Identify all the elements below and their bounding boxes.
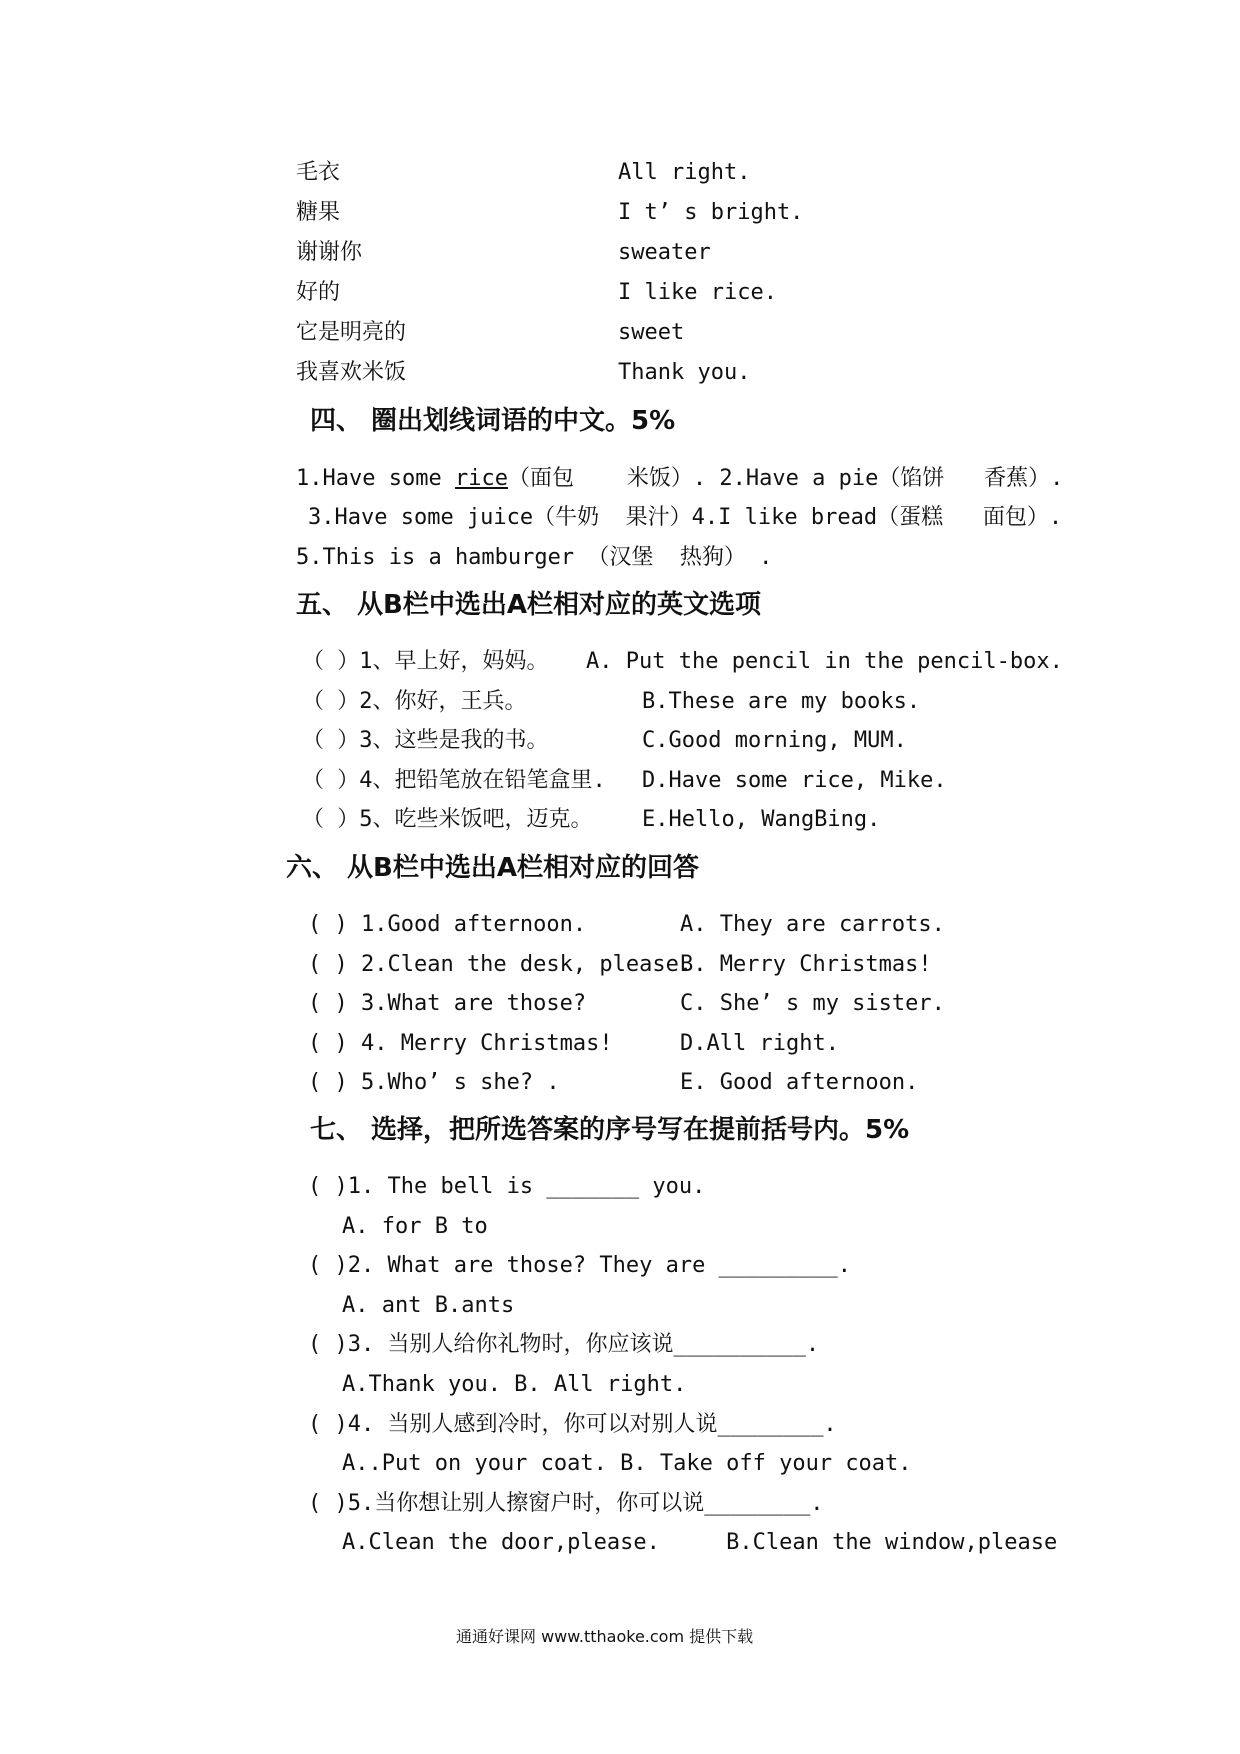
section-7-question: ( )3. 当别人给你礼物时，你应该说__________. [308, 1332, 820, 1357]
match-cn-1: 毛衣 [296, 160, 341, 185]
section-5-row-b: E.Hello, WangBing. [642, 807, 881, 832]
match-cn-5: 它是明亮的 [296, 320, 407, 345]
match-en-1: All right. [618, 160, 751, 185]
section-7-options: A.Clean the door,please. B.Clean the window,please [342, 1530, 1058, 1555]
section-5-row-a: （ ）3、这些是我的书。 [302, 728, 549, 753]
section-6-row-b: E. Good afternoon. [680, 1070, 919, 1095]
line-1-rest: （面包 米饭）. 2.Have a pie（馅饼 香蕉）. [507, 466, 1064, 491]
section-5-row-a: （ ）2、你好，王兵。 [302, 689, 527, 714]
match-en-5: sweet [618, 320, 685, 345]
section-4-line-2: 3.Have some juice（牛奶 果汁）4.I like bread（蛋糕 面包）. [308, 505, 1063, 530]
match-cn-3: 谢谢你 [296, 240, 363, 265]
match-cn-6: 我喜欢米饭 [296, 360, 407, 385]
section-5-title: 五、 从B栏中选出A栏相对应的英文选项 [296, 590, 761, 620]
section-4-line-3: 5.This is a hamburger （汉堡 热狗） . [296, 545, 773, 570]
section-5-row-a: （ ）4、把铅笔放在铅笔盒里. [302, 768, 606, 793]
section-6-row-b: B. Merry Christmas! [680, 952, 932, 977]
section-4-line-1 [296, 464, 1063, 494]
section-7-title: 七、 选择，把所选答案的序号写在提前括号内。5% [310, 1115, 910, 1145]
section-6-row-a: ( ) 3.What are those? [308, 991, 587, 1016]
section-6-row-b: C. She’ s my sister. [680, 991, 945, 1016]
match-cn-2: 糖果 [296, 200, 341, 225]
underlined-word: rice [454, 466, 508, 491]
page-footer: 通通好课网 www.tthaoke.com 提供下载 [456, 1627, 754, 1646]
section-5-row-b: D.Have some rice, Mike. [642, 768, 947, 793]
section-6-title: 六、 从B栏中选出A栏相对应的回答 [286, 853, 699, 883]
section-5-row-b: A. Put the pencil in the pencil-box. [586, 649, 1063, 674]
section-5-row-a: （ ）1、早上好，妈妈。 [302, 649, 549, 674]
section-5-row-a: （ ）5、吃些米饭吧，迈克。 [302, 807, 593, 832]
section-4-title: 四、 圈出划线词语的中文。5% [310, 406, 676, 436]
match-cn-4: 好的 [296, 280, 341, 305]
section-6-row-b: A. They are carrots. [680, 912, 945, 937]
section-7-question: ( )2. What are those? They are _________. [308, 1253, 852, 1278]
section-6-row-a: ( ) 5.Who’ s she? . [308, 1070, 560, 1095]
section-5-row-b: B.These are my books. [642, 689, 921, 714]
section-5-row-b: C.Good morning, MUM. [642, 728, 907, 753]
match-en-4: I like rice. [618, 280, 777, 305]
section-7-question: ( )1. The bell is _______ you. [308, 1174, 706, 1199]
section-7-question: ( )5.当你想让别人擦窗户时，你可以说________. [308, 1491, 824, 1516]
match-en-6: Thank you. [618, 360, 751, 385]
section-6-row-a: ( ) 1.Good afternoon. [308, 912, 587, 937]
section-6-row-a: ( ) 4. Merry Christmas! [308, 1031, 613, 1056]
line-1-prefix: 1.Have some [296, 466, 455, 491]
match-en-3: sweater [618, 240, 711, 265]
section-6-row-a: ( ) 2.Clean the desk, please. [308, 952, 693, 977]
section-7-options: A.Thank you. B. All right. [342, 1372, 687, 1397]
section-6-row-b: D.All right. [680, 1031, 839, 1056]
section-7-options: A..Put on your coat. B. Take off your coat. [342, 1451, 912, 1476]
match-en-2: I t’ s bright. [618, 200, 804, 225]
section-7-options: A. ant B.ants [342, 1293, 515, 1318]
section-7-question: ( )4. 当别人感到冷时，你可以对别人说________. [308, 1412, 837, 1437]
section-7-options: A. for B to [342, 1214, 488, 1239]
